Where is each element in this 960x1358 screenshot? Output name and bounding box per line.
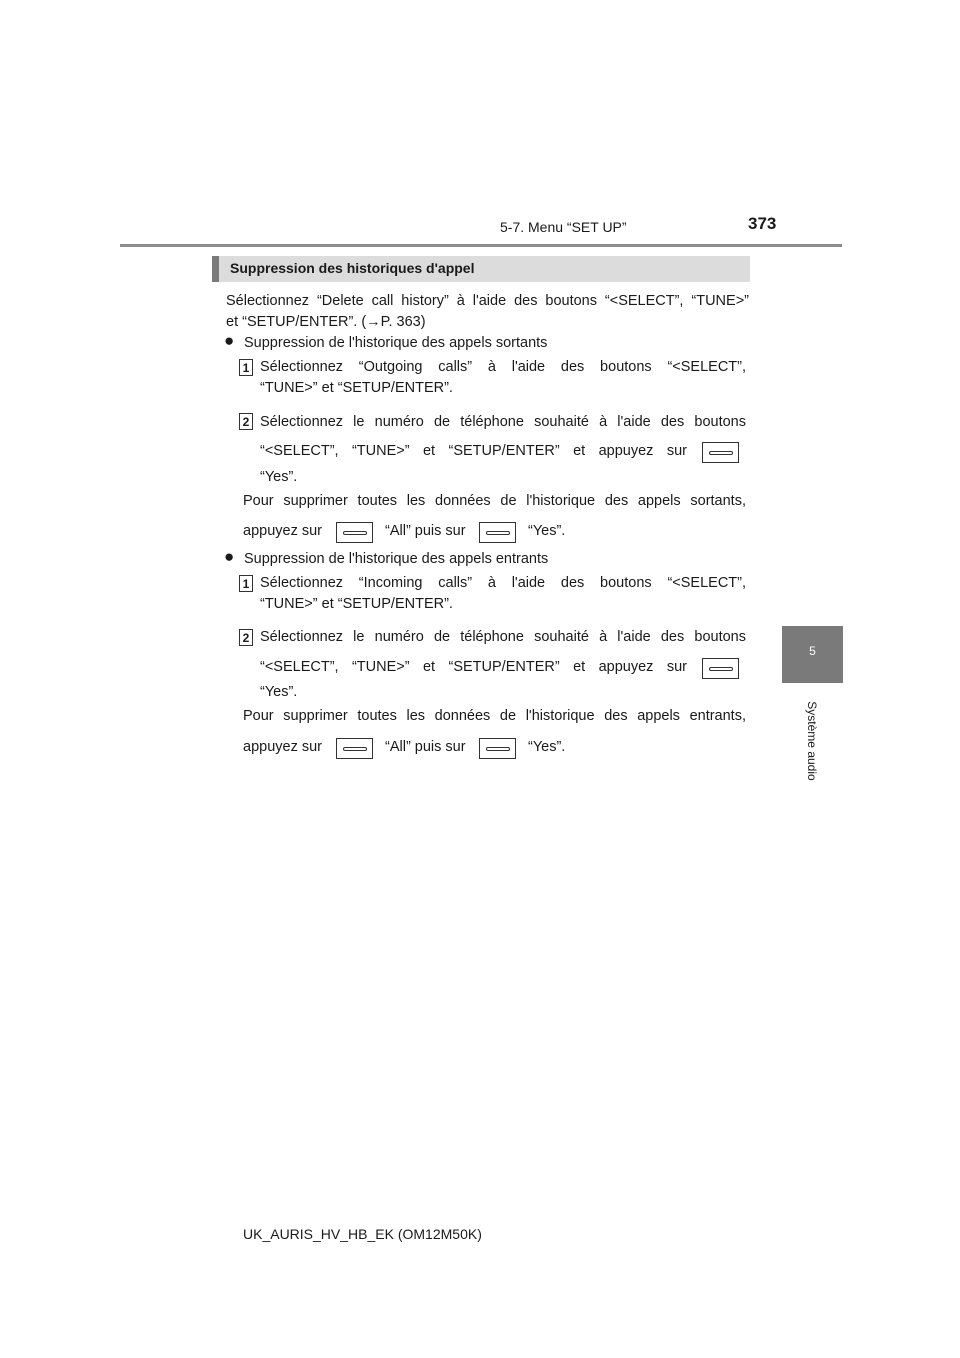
setup-button-icon [479,522,516,543]
chapter-name-label: Système audio [805,701,819,781]
setup-button-icon [336,522,373,543]
outgoing-note-c: “Yes”. [528,523,566,539]
bullet-incoming: ● [224,547,235,566]
step-number-badge: 1 [239,359,253,376]
header-rule [120,244,842,247]
outgoing-title: Suppression de l'historique des appels sortants [244,335,548,351]
bullet-outgoing: ● [224,331,235,350]
setup-button-icon [702,442,739,463]
chapter-name [800,694,820,794]
incoming-note-c: “Yes”. [528,739,566,755]
step-number-badge: 2 [239,413,253,430]
setup-button-icon [702,658,739,679]
incoming-step2-line3: “Yes”. [260,684,298,700]
page-number: 373 [748,214,777,233]
chapter-tab [782,626,843,683]
outgoing-note-b: “All” puis sur [385,523,466,539]
section-title: Suppression des historiques d'appel [230,260,475,276]
incoming-step1-line2: “TUNE>” et “SETUP/ENTER”. [260,596,453,612]
outgoing-step1-line1: Sélectionnez “Outgoing calls” à l'aide des boutons “<SELECT”, [260,359,746,375]
intro-line-1: Sélectionnez “Delete call history” à l'aide des boutons “<SELECT”, “TUNE>” [226,293,749,309]
chapter-number: 5 [809,644,816,658]
footer-doc-code: UK_AURIS_HV_HB_EK (OM12M50K) [243,1226,482,1242]
incoming-step1-line1: Sélectionnez “Incoming calls” à l'aide des boutons “<SELECT”, [260,575,746,591]
incoming-note-a: appuyez sur [243,739,322,755]
incoming-step2-line1: Sélectionnez le numéro de téléphone souhaité à l'aide des boutons [260,629,746,645]
outgoing-note-line1: Pour supprimer toutes les données de l'historique des appels sortants, [243,493,746,509]
intro-line-2: et “SETUP/ENTER”. (→P. 363) [226,314,426,330]
header-section-title: 5-7. Menu “SET UP” [500,219,627,235]
outgoing-step2-line1: Sélectionnez le numéro de téléphone souhaité à l'aide des boutons [260,414,746,430]
incoming-note-line1: Pour supprimer toutes les données de l'historique des appels entrants, [243,708,746,724]
step-number-badge: 1 [239,575,253,592]
setup-button-icon [336,738,373,759]
outgoing-step2-line3: “Yes”. [260,469,298,485]
incoming-step2-line2: “<SELECT”, “TUNE>” et “SETUP/ENTER” et appuyez sur [260,659,687,675]
section-header [212,256,750,282]
setup-button-icon [479,738,516,759]
incoming-title: Suppression de l'historique des appels entrants [244,551,549,567]
outgoing-step1-line2: “TUNE>” et “SETUP/ENTER”. [260,380,453,396]
outgoing-note-a: appuyez sur [243,523,322,539]
incoming-note-b: “All” puis sur [385,739,466,755]
step-number-badge: 2 [239,629,253,646]
outgoing-step2-line2: “<SELECT”, “TUNE>” et “SETUP/ENTER” et appuyez sur [260,443,687,459]
